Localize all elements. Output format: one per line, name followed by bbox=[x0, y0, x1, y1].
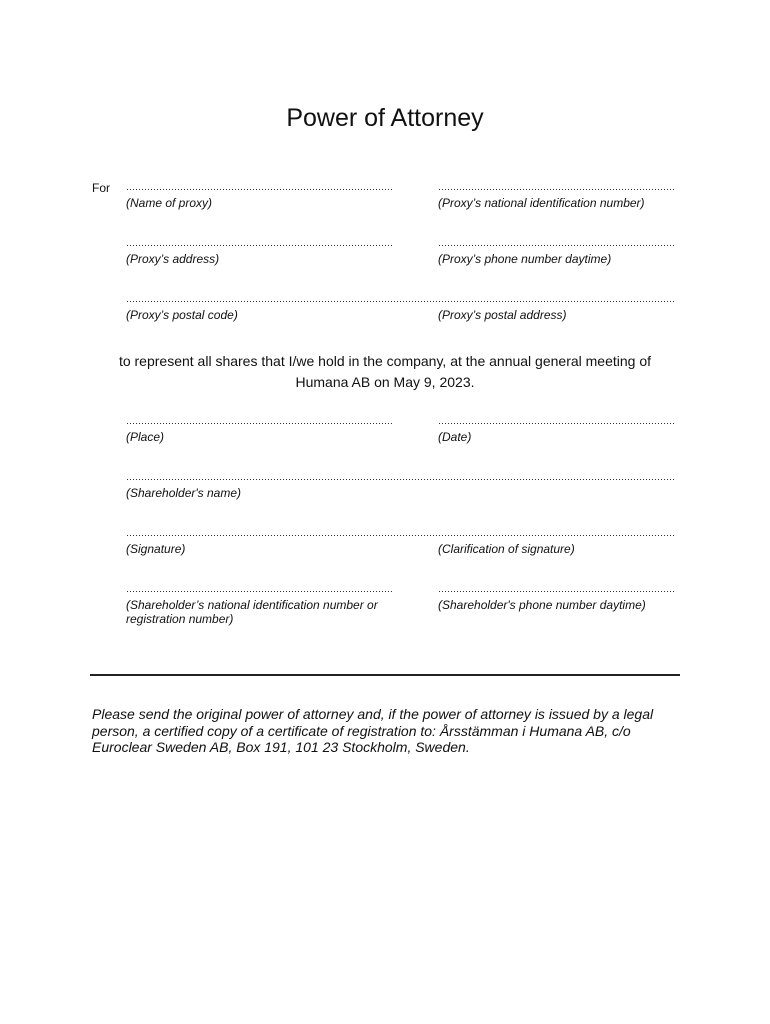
place-caption: (Place) bbox=[126, 430, 165, 444]
proxy-national-id-caption: (Proxy’s national identification number) bbox=[438, 196, 645, 210]
for-label: For bbox=[92, 181, 110, 195]
proxy-postal-line[interactable] bbox=[126, 300, 674, 303]
page-title: Power of Attorney bbox=[286, 104, 484, 132]
proxy-address-caption: (Proxy’s address) bbox=[126, 252, 220, 266]
shareholder-national-id-line[interactable] bbox=[126, 590, 392, 593]
footer-note: Please send the original power of attorney and, if the power of attorney is issued by a legal person, a certified copy of a certificate of registration to: Årsstämman i Humana AB, c/o Euroclear Sweden AB, Box 191, 101 23 Stockholm, Sweden. bbox=[92, 706, 654, 755]
place-line[interactable] bbox=[126, 422, 392, 425]
shareholder-name-line[interactable] bbox=[126, 478, 674, 481]
proxy-phone-caption: (Proxy’s phone number daytime) bbox=[438, 252, 612, 266]
name-of-proxy-caption: (Name of proxy) bbox=[126, 196, 213, 210]
proxy-national-id-line[interactable] bbox=[438, 188, 674, 191]
representation-text: to represent all shares that I/we hold in the company, at the annual general meeting of Humana AB on May 9, 2023. bbox=[118, 353, 652, 390]
signature-caption: (Signature) bbox=[126, 542, 186, 556]
divider bbox=[90, 674, 680, 676]
signature-line[interactable] bbox=[126, 534, 674, 537]
proxy-address-line[interactable] bbox=[126, 244, 392, 247]
proxy-postal-address-caption: (Proxy’s postal address) bbox=[438, 308, 567, 322]
shareholder-phone-caption: (Shareholder's phone number daytime) bbox=[438, 598, 646, 612]
date-caption: (Date) bbox=[438, 430, 472, 444]
proxy-phone-line[interactable] bbox=[438, 244, 674, 247]
proxy-postal-code-caption: (Proxy’s postal code) bbox=[126, 308, 238, 322]
shareholder-national-id-caption: (Shareholder’s national identification number or registration number) bbox=[126, 598, 378, 626]
shareholder-name-caption: (Shareholder's name) bbox=[126, 486, 242, 500]
date-line[interactable] bbox=[438, 422, 674, 425]
shareholder-phone-line[interactable] bbox=[438, 590, 674, 593]
name-of-proxy-line[interactable] bbox=[126, 188, 392, 191]
clarification-caption: (Clarification of signature) bbox=[438, 542, 575, 556]
